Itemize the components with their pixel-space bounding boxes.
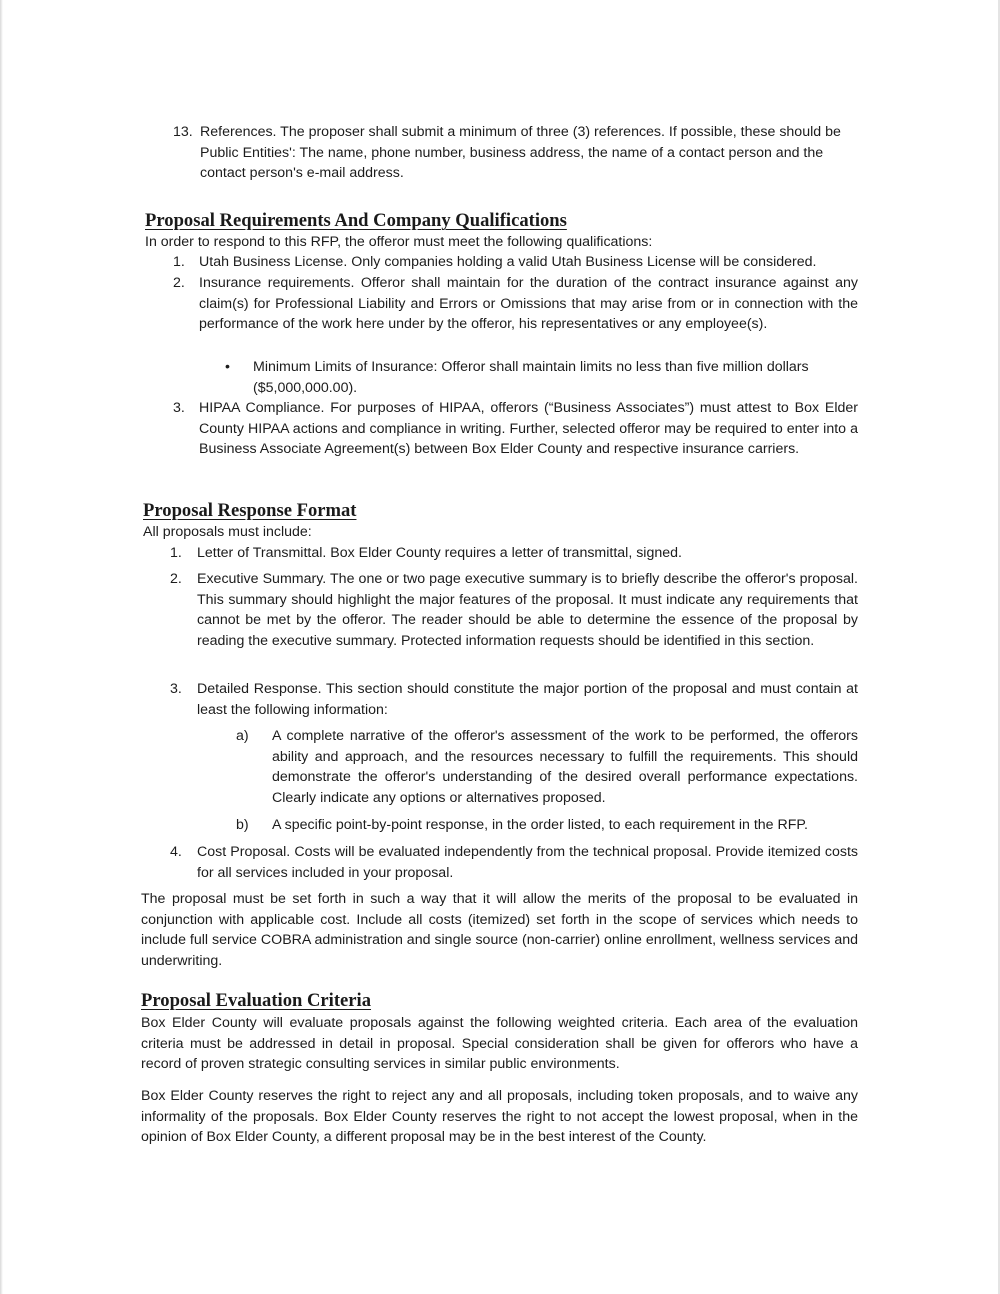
list-item-text: Insurance requirements. Offeror shall maintain for the duration of the contract insurance against any claim(s) for Professional Liability and Errors or Omissions that may arise from or in connection with the performance of the work here under by the offeror, his representatives or any employee(s). (199, 275, 858, 333)
sub-list-label: a) (236, 728, 249, 744)
list-number: 4. (170, 844, 182, 860)
list-item-text: A complete narrative of the offeror's assessment of the work to be performed, the offerors ability and approach, and the resources necessary to fulfill the requirements. This should demonstrate the offeror's understanding of the desired overall performance expectations. Clearly indicate any options or alternatives proposed. (272, 728, 858, 806)
list-item (170, 842, 858, 883)
list-item (170, 679, 858, 720)
section-heading-qualifications: Proposal Requirements And Company Qualifications (145, 210, 567, 231)
reservation-paragraph: Box Elder County reserves the right to reject any and all proposals, including token proposals, and to waive any informality of the proposals. Box Elder County reserves the right to not accept the lowest proposal, when in the opinion of Box Elder County, a different proposal may be in the best interest of the County. (141, 1088, 858, 1146)
list-item-text: Detailed Response. This section should constitute the major portion of the proposal and must contain at least the following information: (197, 681, 858, 718)
list-number: 3. (173, 400, 185, 416)
list-number: 1. (173, 254, 185, 270)
list-item-text: Letter of Transmittal. Box Elder County requires a letter of transmittal, signed. (197, 545, 682, 561)
evaluation-paragraph: Box Elder County will evaluate proposals against the following weighted criteria. Each area of the evaluation criteria must be addressed in detail in proposal. Special consideration shall be given for offerors who have a record of proven strategic consulting services in similar public environments. (141, 1015, 858, 1073)
section-intro: All proposals must include: (143, 524, 312, 540)
list-item-text: Utah Business License. Only companies holding a valid Utah Business License will be considered. (199, 254, 817, 270)
list-item (173, 398, 858, 460)
sub-list-item (236, 726, 858, 808)
list-item (170, 569, 858, 651)
section-intro: In order to respond to this RFP, the offeror must meet the following qualifications: (145, 234, 653, 250)
list-item-text: Cost Proposal. Costs will be evaluated independently from the technical proposal. Provide itemized costs for all services included in your proposal. (197, 844, 858, 881)
list-number: 2. (173, 275, 185, 291)
list-number: 3. (170, 681, 182, 697)
list-item (170, 543, 858, 564)
list-item-text: A specific point-by-point response, in the order listed, to each requirement in the RFP. (272, 817, 808, 833)
list-item-text: Executive Summary. The one or two page executive summary is to briefly describe the offeror's proposal. This summary should highlight the major features of the proposal. It must indicate any requirements that cannot be met by the offeror. The reader should be able to determine the essence of the proposal by reading the executive summary. Protected information requests should be identified in this section. (197, 571, 858, 649)
list-number: 13. (173, 124, 193, 140)
list-bullet-item (225, 357, 858, 398)
page-left-edge (0, 0, 3, 1294)
list-item (173, 273, 858, 335)
list-item-references (173, 122, 857, 184)
closing-paragraph: The proposal must be set forth in such a way that it will allow the merits of the proposal to be evaluated in conjunction with applicable cost. Include all costs (itemized) set forth in the scope of services which needs to include full service COBRA administration and single source (non-carrier) online enrollment, wellness services and underwriting. (141, 891, 858, 969)
sub-list-label: b) (236, 817, 249, 833)
list-item-text: References. The proposer shall submit a minimum of three (3) references. If possible, these should be Public Entities': The name, phone number, business address, the name of a contact person and the contact person's e-mail address. (200, 124, 841, 182)
list-item (173, 252, 858, 273)
bullet-icon: • (225, 359, 230, 375)
list-number: 2. (170, 571, 182, 587)
sub-list-item (236, 815, 858, 836)
section-heading-evaluation: Proposal Evaluation Criteria (141, 990, 372, 1011)
list-item-text: HIPAA Compliance. For purposes of HIPAA, offerors (“Business Associates”) must attest to Box Elder County HIPAA actions and compliance in writing. Further, selected offeror may be required to enter into a Business Associate Agreement(s) between Box Elder County and respective insurance carriers. (199, 400, 858, 458)
list-number: 1. (170, 545, 182, 561)
list-item-text: Minimum Limits of Insurance: Offeror shall maintain limits no less than five million dollars ($5,000,000.00). (253, 359, 809, 396)
section-heading-response-format: Proposal Response Format (143, 500, 357, 521)
